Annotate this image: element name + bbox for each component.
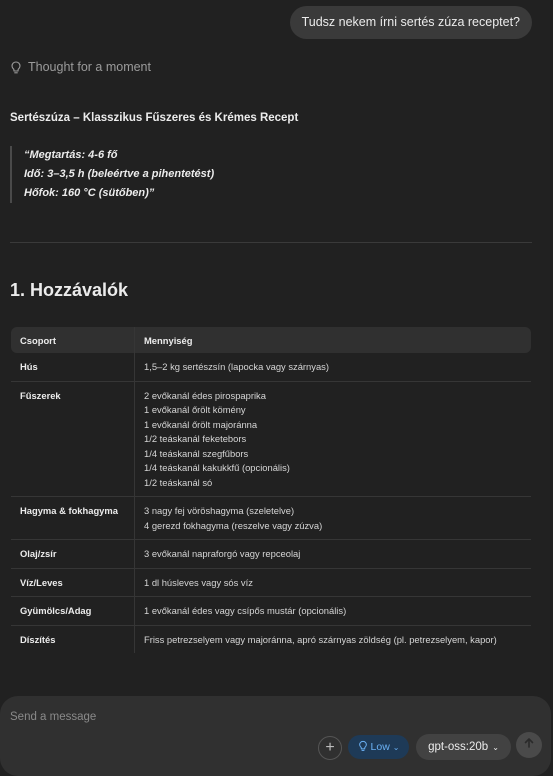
amount-cell: [135, 497, 532, 540]
user-message-bubble: Tudsz nekem írni sertés zúza receptet?: [290, 6, 532, 39]
group-cell: Olaj/zsír: [11, 540, 135, 569]
model-selector[interactable]: [416, 734, 511, 760]
amount-cell: [135, 597, 532, 626]
quote-line: Hőfok: 160 °C (sütőben)”: [24, 187, 155, 199]
effort-label: Low: [370, 741, 390, 753]
ingredient-line: 3 nagy fej vöröshagyma (szeletelve): [144, 505, 295, 516]
ingredient-line: 1/4 teáskanál kakukkfű (opcionális): [144, 462, 290, 473]
table-row: [11, 625, 531, 653]
ingredient-line: 1/4 teáskanál szegfűbors: [144, 447, 249, 459]
chevron-down-icon: ⌄: [492, 742, 499, 752]
thought-label: Thought for a moment: [28, 60, 151, 74]
ingredient-line: 1 evőkanál őrölt kömény: [144, 404, 246, 415]
ingredient-line: 1/2 teáskanál feketebors: [144, 433, 247, 444]
table-row: [11, 353, 531, 381]
group-cell: Víz/Leves: [11, 568, 135, 597]
lightbulb-icon: [10, 61, 22, 74]
table-row: [11, 381, 531, 497]
amount-cell: [135, 540, 532, 569]
quote-line: Idő: 3–3,5 h (beleértve a pihentetést): [24, 168, 215, 180]
table-header-row: [11, 327, 531, 353]
group-cell: Hús: [11, 353, 135, 381]
group-cell: Díszítés: [11, 625, 135, 653]
table-row: [11, 597, 531, 626]
arrow-up-icon: [523, 736, 535, 754]
table-row: [11, 568, 531, 597]
amount-cell: [135, 353, 532, 381]
ingredient-line: 1 dl húsleves vagy sós víz: [144, 576, 253, 588]
amount-cell: [135, 381, 532, 497]
section-heading: 1. Hozzávalók: [10, 280, 129, 300]
message-input[interactable]: Send a message: [10, 711, 97, 723]
recipe-title: Sertészúza – Klasszikus Fűszeres és Krémes Recept: [10, 112, 299, 124]
ingredient-line: Friss petrezselyem vagy majoránna, apró szárnyas zöldség (pl. petrezselyem, kapor): [144, 633, 497, 645]
amount-cell: [135, 568, 532, 597]
ingredient-line: 4 gerezd fokhagyma (reszelve vagy zúzva): [144, 519, 323, 531]
chevron-down-icon: ⌄: [392, 742, 400, 752]
group-cell: Hagyma & fokhagyma: [11, 497, 135, 540]
table-row: [11, 497, 531, 540]
reasoning-effort-button[interactable]: [348, 735, 409, 759]
recipe-info-quote: [10, 146, 214, 203]
column-header-group: Csoport: [11, 327, 135, 353]
ingredient-line: 1/2 teáskanál só: [144, 476, 213, 488]
group-cell: Fűszerek: [11, 381, 135, 497]
amount-cell: [135, 625, 532, 653]
lightbulb-icon: [358, 740, 368, 755]
thought-toggle[interactable]: [10, 60, 151, 74]
divider: [10, 242, 532, 243]
table-row: [11, 540, 531, 569]
ingredient-line: 3 evőkanál napraforgó vagy repceolaj: [144, 548, 301, 559]
column-header-amount: Mennyiség: [135, 327, 532, 353]
group-cell: Gyümölcs/Adag: [11, 597, 135, 626]
ingredient-line: 1 evőkanál édes vagy csípős mustár (opcionális): [144, 605, 347, 616]
ingredient-line: 1 evőkanál őrölt majoránna: [144, 418, 258, 430]
plus-icon: +: [325, 739, 335, 756]
ingredient-line: 2 evőkanál édes pirospaprika: [144, 389, 266, 401]
ingredients-table: [11, 327, 531, 653]
message-composer: [0, 696, 551, 776]
ingredient-line: 1,5–2 kg sertészsín (lapocka vagy szárnyas): [144, 361, 329, 372]
quote-line: “Megtartás: 4‑6 fő: [24, 149, 118, 161]
add-attachment-button[interactable]: [318, 736, 342, 760]
model-label: gpt-oss:20b: [428, 741, 489, 753]
send-button[interactable]: [516, 732, 542, 758]
